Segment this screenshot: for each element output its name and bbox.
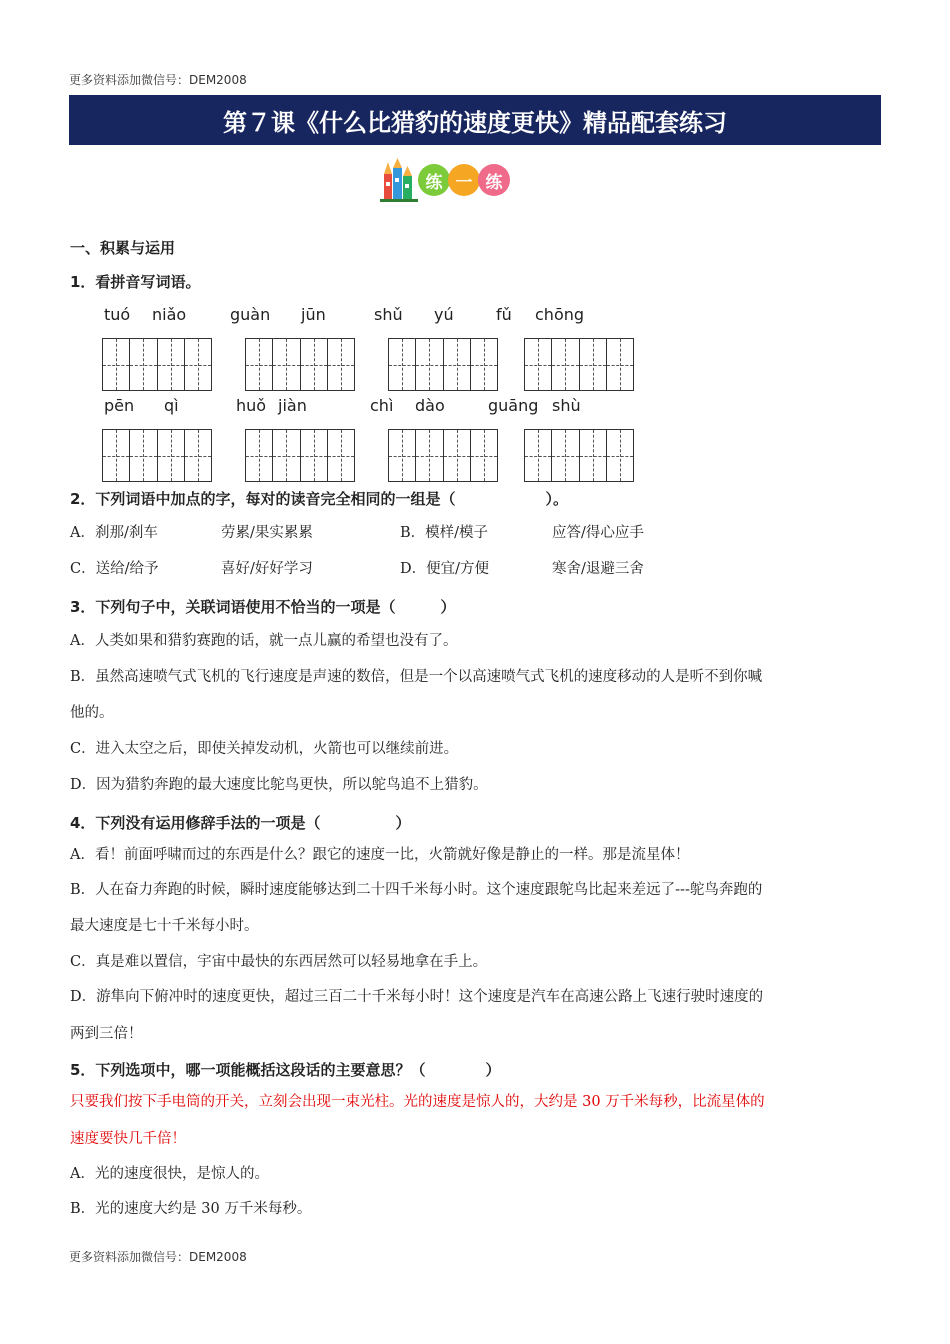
pinyin: dào [415, 396, 445, 415]
option-a: A．人类如果和猎豹赛跑的话，就一点儿赢的希望也没有了。 [70, 633, 458, 649]
pinyin: niǎo [152, 305, 187, 324]
question-1-title: 1．看拼音写词语。 [70, 273, 201, 291]
writing-grid[interactable] [245, 429, 355, 482]
logo-char-1: 练 [418, 164, 450, 196]
pinyin: jūn [301, 305, 326, 324]
option-b: B．光的速度大约是 30 万千米每秒。 [70, 1201, 312, 1217]
question-4-title: 4．下列没有运用修辞手法的一项是（ ） [70, 814, 411, 832]
pinyin: chì [370, 396, 394, 415]
option-b-cont: 他的。 [70, 705, 114, 721]
option-a: A．刹那/刹车 [70, 525, 158, 541]
logo-char-3: 练 [478, 164, 510, 196]
question-2-title: 2．下列词语中加点的字，每对的读音完全相同的一组是（ ）。 [70, 490, 568, 508]
option-c: C．真是难以置信，宇宙中最快的东西居然可以轻易地拿在手上。 [70, 954, 488, 970]
pinyin: qì [164, 396, 179, 415]
option-c: C．送给/给予 [70, 561, 159, 577]
option-b-cont: 最大速度是七十千米每小时。 [70, 918, 259, 934]
option-a: A．看！前面呼啸而过的东西是什么？跟它的速度一比，火箭就好像是静止的一样。那是流星体！ [70, 847, 690, 863]
pinyin: huǒ [236, 396, 267, 415]
writing-grid[interactable] [388, 429, 498, 482]
page-footer: 更多资料添加微信号：DEM2008 [69, 1250, 247, 1264]
page-title: 第７课《什么比猎豹的速度更快》精品配套练习 [69, 95, 881, 145]
pinyin: shù [552, 396, 581, 415]
pinyin: pēn [104, 396, 135, 415]
writing-grid[interactable] [102, 429, 212, 482]
option-d-extra: 寒舍/退避三舍 [552, 561, 644, 577]
option-c-extra: 喜好/好好学习 [221, 561, 313, 577]
writing-grid[interactable] [245, 338, 355, 391]
option-d: D．因为猎豹奔跑的最大速度比鸵鸟更快，所以鸵鸟追不上猎豹。 [70, 777, 488, 793]
practice-logo [380, 158, 515, 204]
writing-grid[interactable] [102, 338, 212, 391]
option-d: D．游隼向下俯冲时的速度更快，超过三百二十千米每小时！这个速度是汽车在高速公路上飞速行驶时速度的 [70, 989, 764, 1005]
pinyin: fǔ [496, 305, 512, 324]
pinyin: jiàn [278, 396, 307, 415]
pinyin: guàn [230, 305, 271, 324]
page-header: 更多资料添加微信号：DEM2008 [69, 73, 247, 87]
pinyin: chōng [535, 305, 585, 324]
passage: 只要我们按下手电筒的开关，立刻会出现一束光柱。光的速度是惊人的，大约是 30 万千米每秒，比流星体的 [70, 1094, 765, 1110]
option-b: B．人在奋力奔跑的时候，瞬时速度能够达到二十四千米每小时。这个速度跟鸵鸟比起来差远了---鸵鸟奔跑的 [70, 882, 763, 898]
logo-char-2: 一 [448, 164, 480, 196]
pinyin: guāng [488, 396, 539, 415]
pinyin: yú [434, 305, 454, 324]
option-b-extra: 应答/得心应手 [552, 525, 644, 541]
question-5-title: 5．下列选项中，哪一项能概括这段话的主要意思？（ ） [70, 1061, 501, 1079]
passage-cont: 速度要快几千倍！ [70, 1131, 186, 1147]
pinyin: tuó [104, 305, 131, 324]
option-d-cont: 两到三倍！ [70, 1026, 143, 1042]
option-d: D．便宜/方便 [400, 561, 490, 577]
option-a: A．光的速度很快，是惊人的。 [70, 1166, 269, 1182]
option-b: B．模样/模子 [400, 525, 489, 541]
option-b: B．虽然高速喷气式飞机的飞行速度是声速的数倍，但是一个以高速喷气式飞机的速度移动的人是听不到你喊 [70, 669, 763, 685]
option-c: C．进入太空之后，即使关掉发动机，火箭也可以继续前进。 [70, 741, 459, 757]
section-heading: 一、积累与运用 [70, 239, 176, 257]
writing-grid[interactable] [524, 429, 634, 482]
writing-grid[interactable] [524, 338, 634, 391]
pinyin: shǔ [374, 305, 403, 324]
writing-grid[interactable] [388, 338, 498, 391]
question-3-title: 3．下列句子中，关联词语使用不恰当的一项是（ ） [70, 598, 456, 616]
pencil-house-icon [380, 158, 420, 204]
option-a-extra: 劳累/果实累累 [221, 525, 313, 541]
